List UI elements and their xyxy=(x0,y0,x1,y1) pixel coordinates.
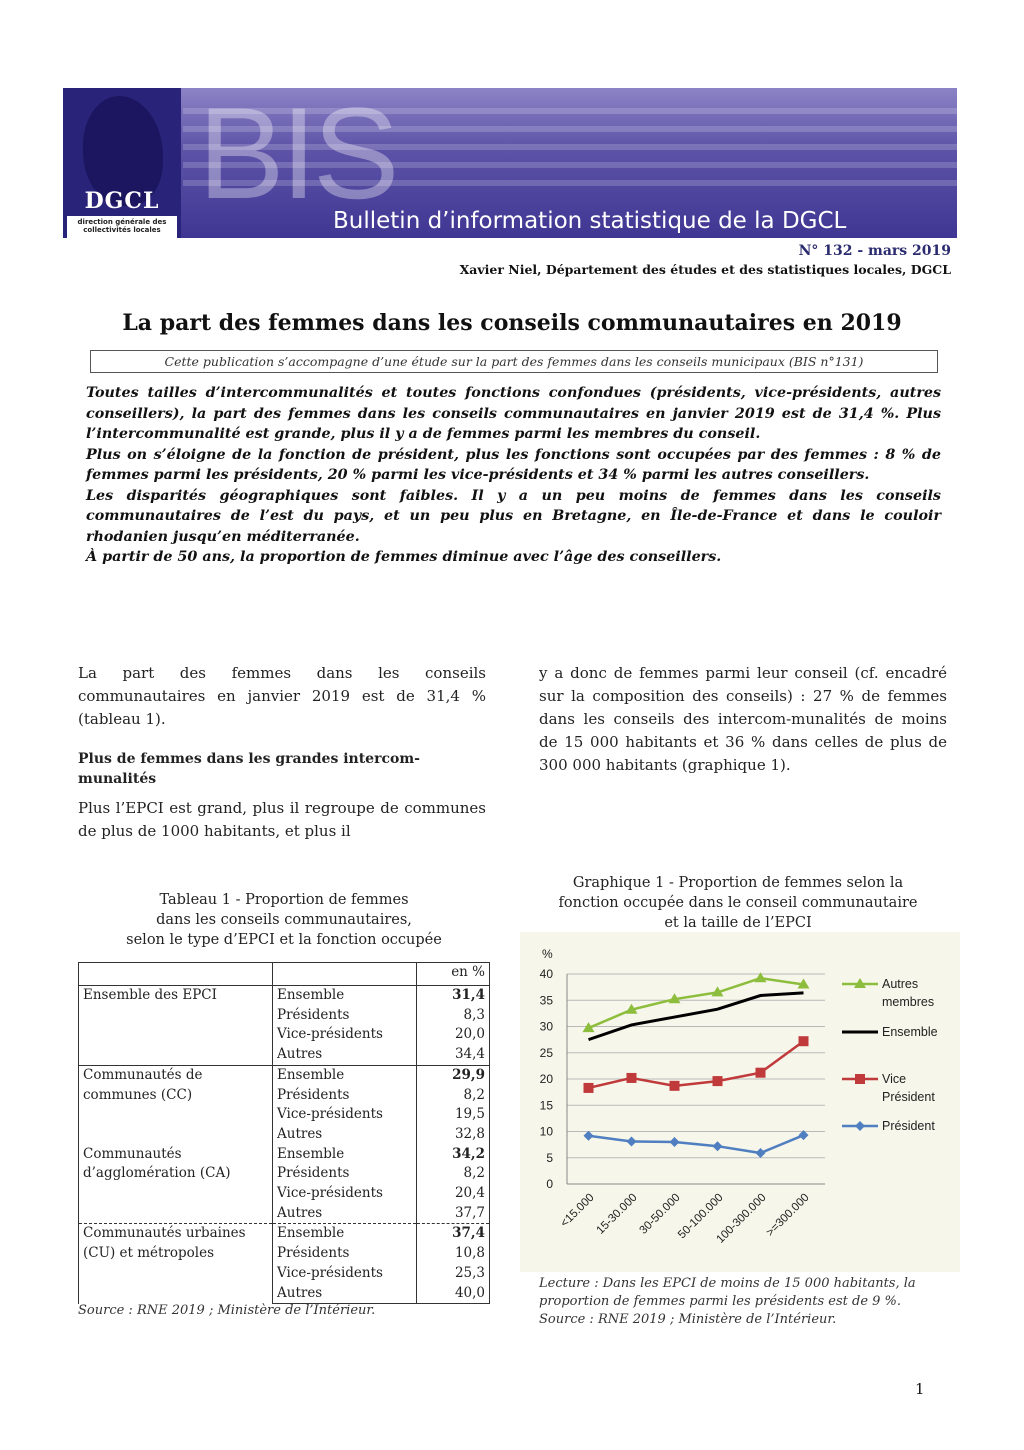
row-label: Présidents xyxy=(273,1006,417,1026)
page-number: 1 xyxy=(915,1380,925,1398)
table-row xyxy=(79,1065,490,1085)
abstract-paragraph: Les disparités géographiques sont faibles. Il y a un peu moins de femmes dans les conseils communautaires de l’est du pays, et un peu plus en Bretagne, en Île-de-France et dans le couloir rhodanien jusqu’en méditerranée. xyxy=(86,487,941,545)
unit-label: en % xyxy=(417,963,490,986)
chart-notes xyxy=(539,1275,969,1329)
cell-value: 29,9 xyxy=(417,1065,490,1085)
cell-value: 32,8 xyxy=(417,1125,490,1145)
chart-caption xyxy=(530,873,946,933)
y-tick-label: 30 xyxy=(539,1019,553,1034)
cell-value: 37,4 xyxy=(417,1224,490,1244)
body-paragraph: La part des femmes dans les conseils communautaires en janvier 2019 est de 31,4 % (tableau 1). xyxy=(78,664,486,728)
x-tick-label: <15.000 xyxy=(558,1191,597,1230)
data-point xyxy=(713,1141,723,1151)
cell-value: 19,5 xyxy=(417,1105,490,1125)
header-banner xyxy=(63,88,957,238)
y-axis-label: % xyxy=(542,947,553,961)
y-tick-label: 25 xyxy=(539,1045,553,1060)
cell-value: 31,4 xyxy=(417,986,490,1006)
data-point xyxy=(756,1148,766,1158)
chart-caption-line: fonction occupée dans le conseil communautaire xyxy=(558,895,918,911)
row-label: Vice-présidents xyxy=(273,1025,417,1045)
x-tick-label: 100-300.000 xyxy=(714,1191,769,1246)
row-label: Ensemble xyxy=(273,986,417,1006)
data-point xyxy=(627,1136,637,1146)
table-row xyxy=(79,986,490,1006)
table-row xyxy=(79,1145,490,1165)
table-header-row xyxy=(79,963,490,986)
cell-value: 34,4 xyxy=(417,1045,490,1065)
cell-value: 20,4 xyxy=(417,1184,490,1204)
chart-caption-line: et la taille de l’EPCI xyxy=(664,915,812,931)
group-label: Communautés d’agglomération (CA) xyxy=(79,1145,273,1224)
row-label: Autres xyxy=(273,1125,417,1145)
group-label: Communautés urbaines (CU) et métropoles xyxy=(79,1224,273,1304)
legend-label: Ensemble xyxy=(882,1025,938,1039)
row-label: Autres xyxy=(273,1284,417,1304)
y-tick-label: 0 xyxy=(546,1177,553,1191)
logo-text: DGCL xyxy=(84,188,160,214)
x-tick-label: >=300.000 xyxy=(764,1191,812,1240)
data-point xyxy=(627,1073,637,1083)
cell-value: 8,2 xyxy=(417,1086,490,1106)
legend-label: Autres membres xyxy=(882,977,935,1009)
legend-marker xyxy=(855,1074,865,1084)
cell-value: 20,0 xyxy=(417,1025,490,1045)
series-line xyxy=(589,1041,804,1088)
y-tick-label: 15 xyxy=(539,1098,553,1113)
row-label: Présidents xyxy=(273,1244,417,1264)
row-label: Vice-présidents xyxy=(273,1105,417,1125)
dgcl-logo xyxy=(63,88,181,238)
row-label: Vice-présidents xyxy=(273,1264,417,1284)
page-title: La part des femmes dans les conseils communautaires en 2019 xyxy=(122,310,902,336)
abstract-paragraph: À partir de 50 ans, la proportion de femmes diminue avec l’âge des conseillers. xyxy=(86,549,722,565)
row-label: Ensemble xyxy=(273,1065,417,1085)
table-caption-line: selon le type d’EPCI et la fonction occupée xyxy=(126,932,442,948)
legend-label: Président xyxy=(882,1119,935,1133)
body-paragraph: y a donc de femmes parmi leur conseil (cf. encadré sur la composition des conseils) : 27 % de femmes dans les conseils des intercom-munalités de moins de 15 000 habitants et 36 % dans celles de plus de 300 000 habitants (graphique 1). xyxy=(539,664,947,774)
author-line: Xavier Niel, Département des études et des statistiques locales, DGCL xyxy=(459,262,951,277)
table-caption-line: Tableau 1 - Proportion de femmes xyxy=(159,892,409,908)
group-label: Ensemble des EPCI xyxy=(79,986,273,1066)
data-point xyxy=(584,1083,594,1093)
y-tick-label: 40 xyxy=(539,967,553,981)
x-tick-label: 15-30.000 xyxy=(594,1191,640,1237)
row-label: Présidents xyxy=(273,1164,417,1184)
row-label: Autres xyxy=(273,1045,417,1065)
series-line xyxy=(589,978,804,1028)
abstract xyxy=(86,383,941,568)
row-label: Présidents xyxy=(273,1086,417,1106)
chart-lecture: Lecture : Dans les EPCI de moins de 15 000 habitants, la proportion de femmes parmi les présidents est de 9 %. xyxy=(539,1276,916,1309)
cell-value: 8,2 xyxy=(417,1164,490,1184)
cell-value: 37,7 xyxy=(417,1204,490,1224)
x-tick-label: 50-100.000 xyxy=(675,1191,726,1242)
data-point xyxy=(670,1081,680,1091)
table-caption-line: dans les conseils communautaires, xyxy=(156,912,412,928)
cell-value: 25,3 xyxy=(417,1264,490,1284)
data-table xyxy=(78,962,490,1304)
legend-marker xyxy=(855,1121,865,1131)
body-column-right xyxy=(539,662,947,777)
data-point xyxy=(670,1137,680,1147)
companion-note: Cette publication s’accompagne d’une étude sur la part des femmes dans les conseils municipaux (BIS n°131) xyxy=(90,350,938,373)
row-label: Autres xyxy=(273,1204,417,1224)
abstract-paragraph: Plus on s’éloigne de la fonction de président, plus les fonctions sont occupées par des femmes : 8 % de femmes parmi les présidents, 20 % parmi les vice-présidents et 34 % parmi les autres conseillers. xyxy=(86,446,941,483)
series-line xyxy=(589,1135,804,1153)
bulletin-title: Bulletin d’information statistique de la DGCL xyxy=(333,208,847,234)
table-row xyxy=(79,1224,490,1244)
y-tick-label: 10 xyxy=(539,1124,553,1139)
row-label: Ensemble xyxy=(273,1145,417,1165)
cell-value: 40,0 xyxy=(417,1284,490,1304)
bis-logo-mark: BIS xyxy=(198,88,396,226)
table-source: Source : RNE 2019 ; Ministère de l’Intérieur. xyxy=(78,1303,376,1318)
data-point xyxy=(756,1068,766,1078)
body-column-left xyxy=(78,662,486,843)
row-label: Ensemble xyxy=(273,1224,417,1244)
y-tick-label: 20 xyxy=(539,1072,553,1086)
cell-value: 10,8 xyxy=(417,1244,490,1264)
legend-label: Vice Président xyxy=(882,1072,935,1104)
logo-subtext: direction générale des collectivités locales xyxy=(67,216,177,238)
cell-value: 8,3 xyxy=(417,1006,490,1026)
abstract-paragraph: Toutes tailles d’intercommunalités et toutes fonctions confondues (présidents, vice-présidents, autres conseillers), la part des femmes dans les conseils communautaires en janvier 2019 est de 31,4 %. Plus l’intercommunalité est grande, plus il y a de femmes parmi les membres du conseil. xyxy=(86,385,941,442)
cell-value: 34,2 xyxy=(417,1145,490,1165)
row-label: Vice-présidents xyxy=(273,1184,417,1204)
chart-caption-line: Graphique 1 - Proportion de femmes selon la xyxy=(572,875,904,891)
data-point xyxy=(799,1036,809,1046)
issue-number: N° 132 - mars 2019 xyxy=(798,243,951,259)
group-label: Communautés de communes (CC) xyxy=(79,1065,273,1144)
chart-source: Source : RNE 2019 ; Ministère de l’Intérieur. xyxy=(539,1312,837,1327)
data-point xyxy=(713,1076,723,1086)
section-heading: Plus de femmes dans les grandes intercom-munalités xyxy=(78,751,420,787)
line-chart xyxy=(520,932,960,1272)
data-point xyxy=(584,1131,594,1141)
body-paragraph: Plus l’EPCI est grand, plus il regroupe de communes de plus de 1000 habitants, et plus il xyxy=(78,799,486,840)
table-caption xyxy=(78,890,490,950)
y-tick-label: 5 xyxy=(546,1150,553,1165)
x-tick-label: 30-50.000 xyxy=(637,1191,683,1237)
y-tick-label: 35 xyxy=(539,993,553,1008)
